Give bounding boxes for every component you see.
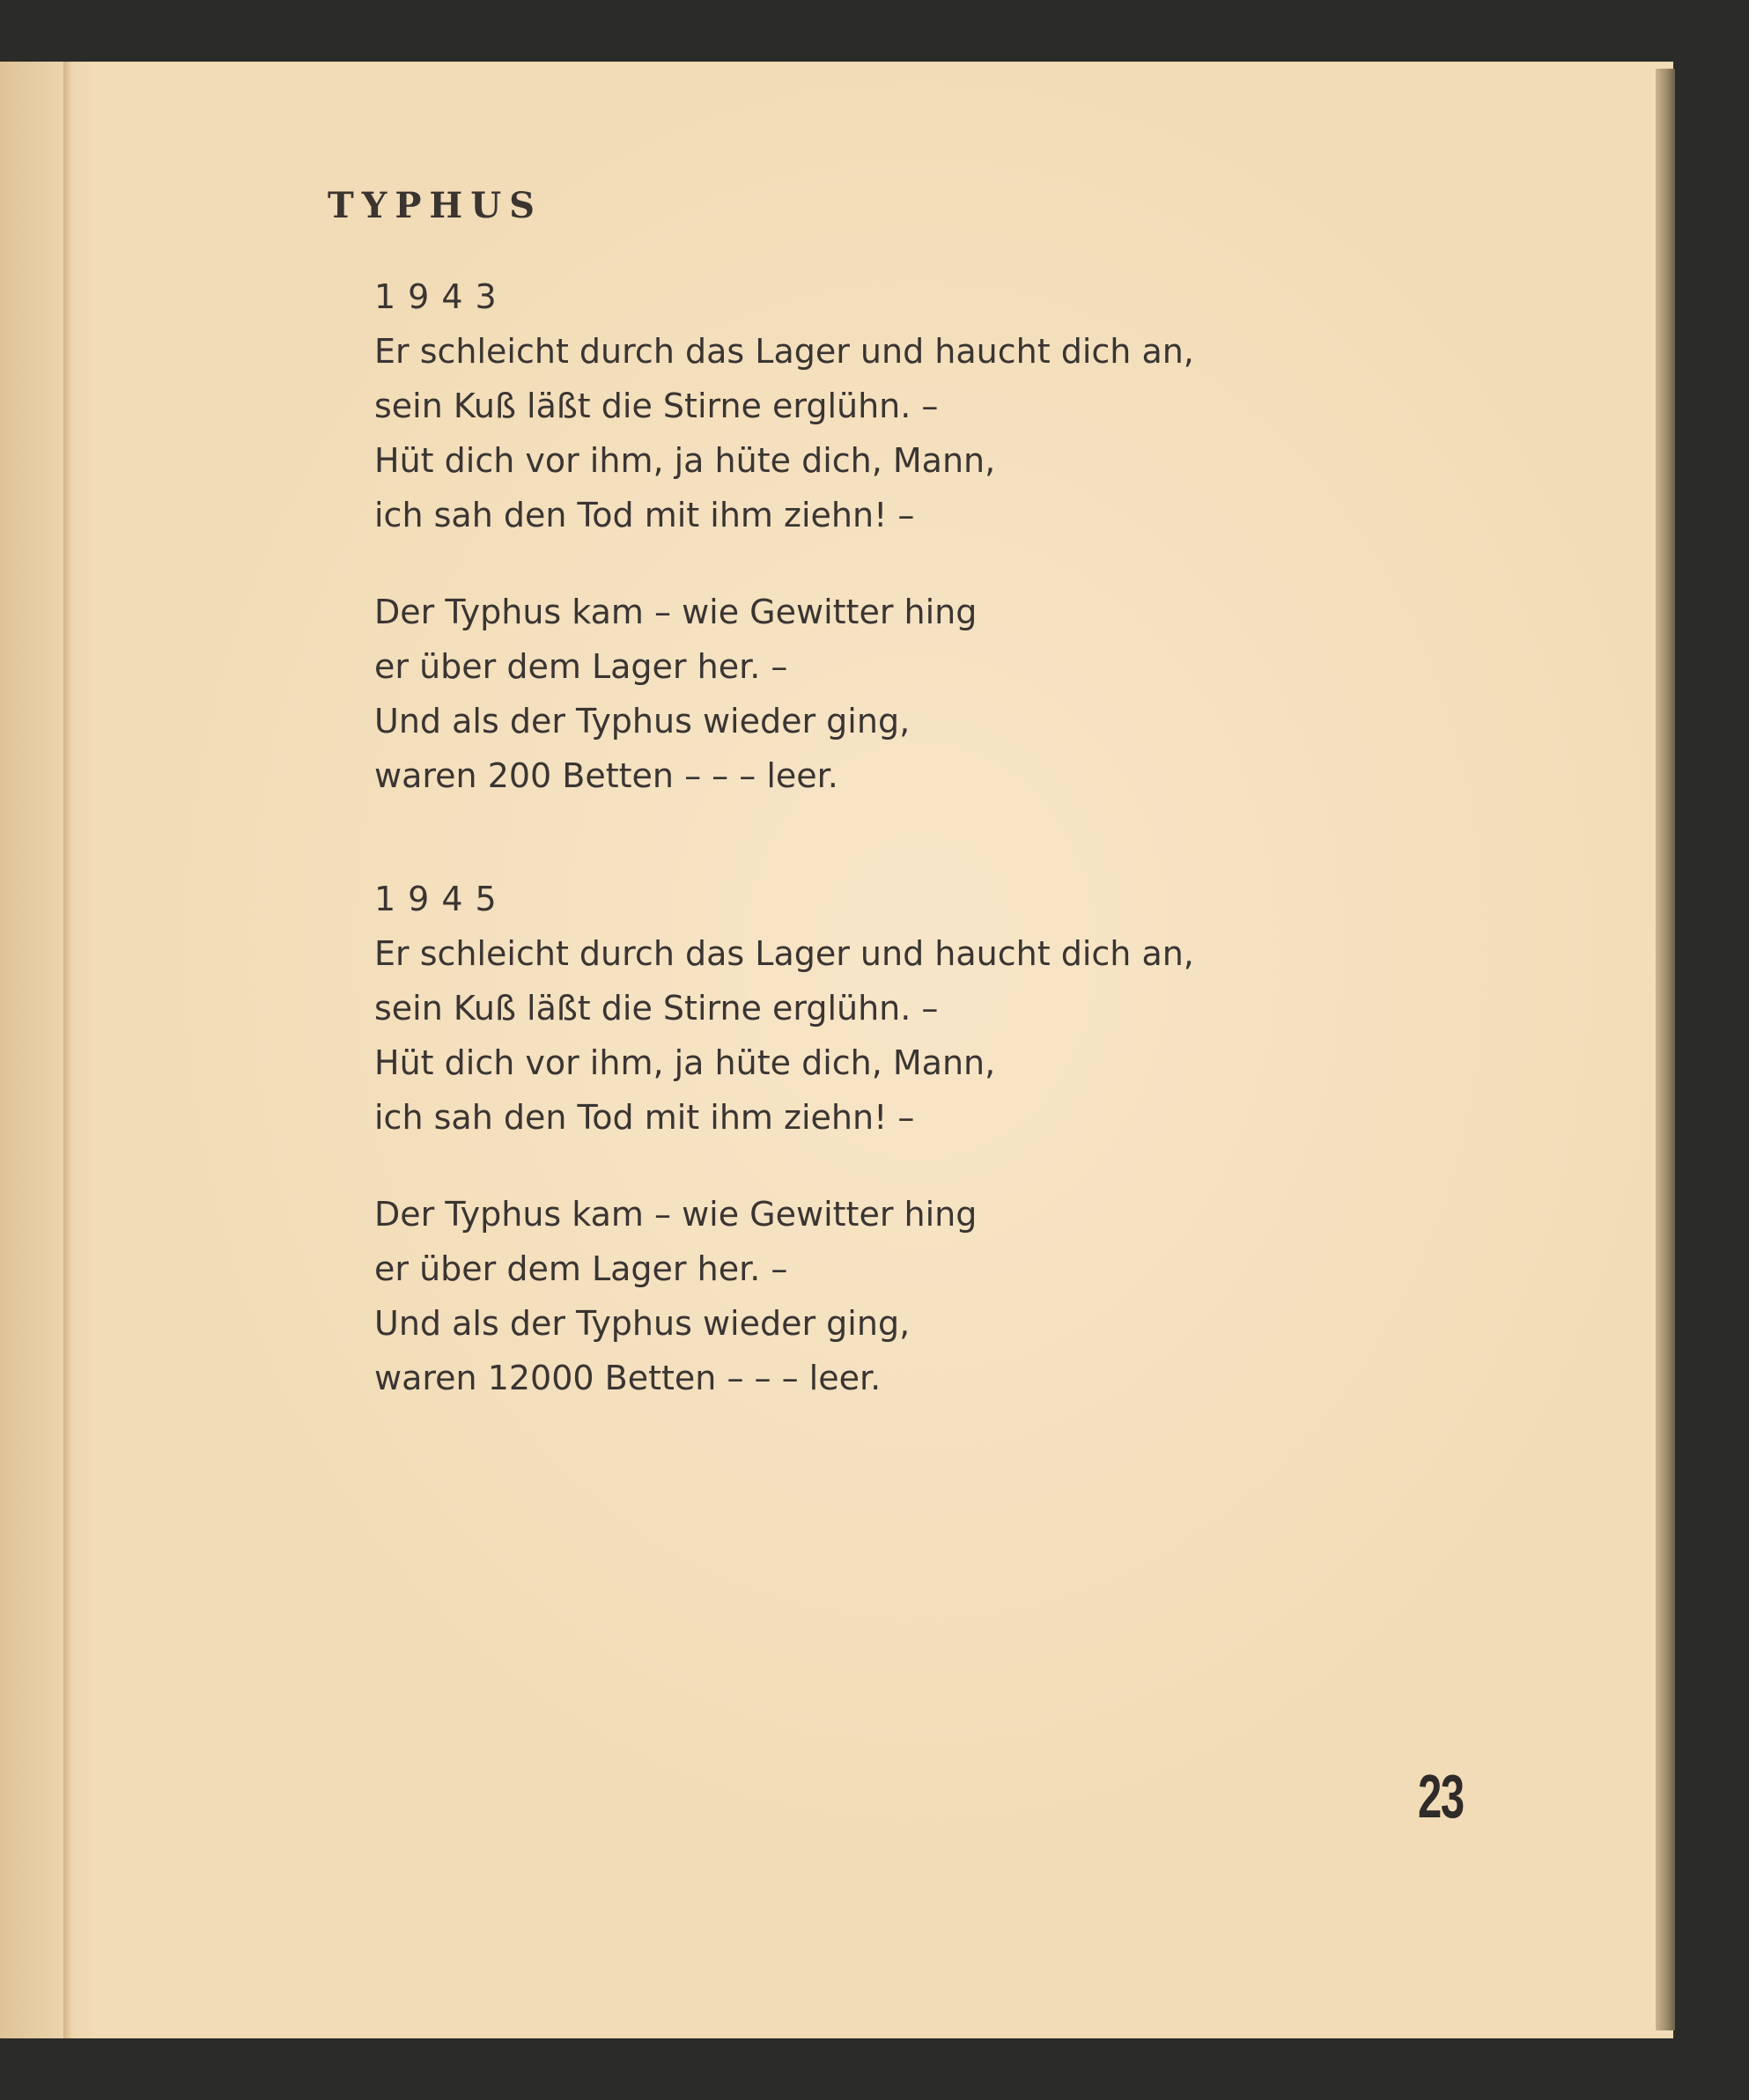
- verse-line: waren 200 Betten – – – leer.: [374, 756, 838, 795]
- verse-line: Und als der Typhus wieder ging,: [374, 702, 911, 741]
- verse-line: Und als der Typhus wieder ging,: [374, 1304, 911, 1343]
- verse-line: Der Typhus kam – wie Gewitter hing: [374, 1195, 978, 1234]
- verse-line: sein Kuß läßt die Stirne erglühn. –: [374, 387, 939, 425]
- stanza-gap: [374, 1145, 1194, 1187]
- verse-line: Hüt dich vor ihm, ja hüte dich, Mann,: [374, 1043, 996, 1082]
- section-year: 1943: [374, 277, 509, 316]
- page-gutter-shadow: [63, 62, 72, 2038]
- verse-line: waren 12000 Betten – – – leer.: [374, 1359, 882, 1397]
- verse-line: Er schleicht durch das Lager und haucht dich an,: [374, 934, 1194, 973]
- verse-line: er über dem Lager her. –: [374, 647, 788, 686]
- verse-line: sein Kuß läßt die Stirne erglühn. –: [374, 989, 939, 1028]
- verse-line: Er schleicht durch das Lager und haucht dich an,: [374, 332, 1194, 371]
- page-edge: [1656, 69, 1675, 2030]
- stanza-gap: [374, 542, 1194, 585]
- stanza: [374, 324, 1194, 542]
- stanza: [374, 1187, 1194, 1405]
- verse-line: ich sah den Tod mit ihm ziehn! –: [374, 1098, 915, 1137]
- verse-line: Der Typhus kam – wie Gewitter hing: [374, 593, 978, 631]
- verse-line: ich sah den Tod mit ihm ziehn! –: [374, 496, 915, 534]
- stanza: [374, 585, 1194, 803]
- stanza: [374, 926, 1194, 1145]
- section-year: 1945: [374, 880, 509, 918]
- page-number: 23: [1418, 1762, 1464, 1831]
- verse-line: er über dem Lager her. –: [374, 1249, 788, 1288]
- verse-line: Hüt dich vor ihm, ja hüte dich, Mann,: [374, 441, 996, 480]
- poem-section-1943: [374, 269, 1194, 803]
- poem-section-1945: [374, 872, 1194, 1405]
- poem-title: TYPHUS: [328, 185, 542, 226]
